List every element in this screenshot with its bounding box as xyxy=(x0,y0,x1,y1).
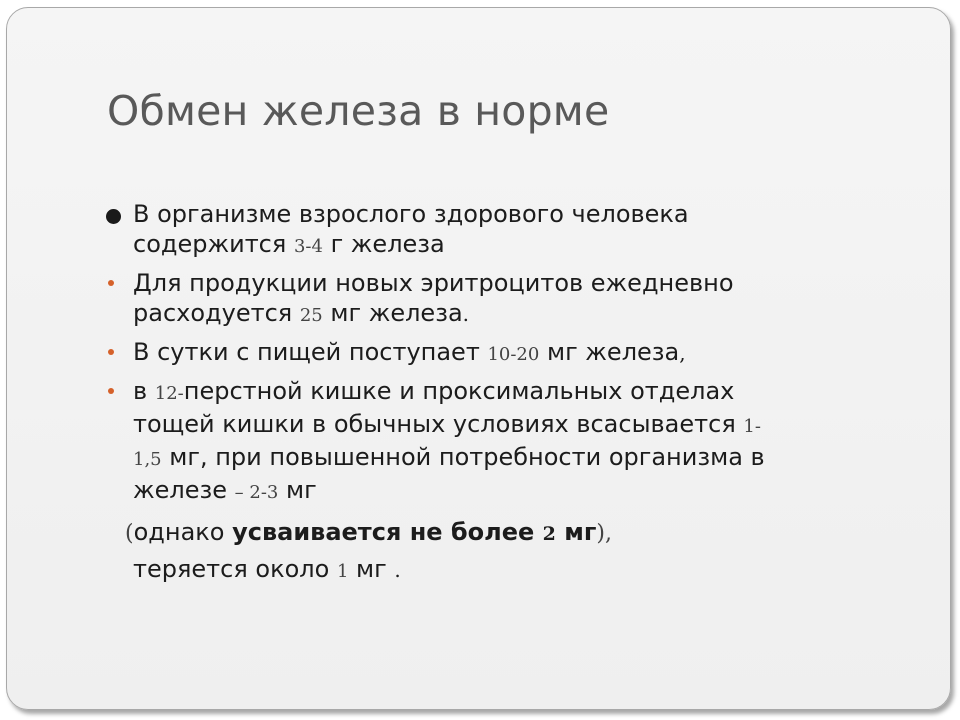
black-dot-icon xyxy=(106,209,121,224)
note-daily-loss: теряется около 1 мг . xyxy=(133,555,401,583)
bullet-item-daily-consumption: Для продукции новых эритроцитов ежедневно расходуется 25 мг железа. xyxy=(106,268,906,331)
note-absorption-limit: (однако усваивается не более 2 мг), xyxy=(125,518,613,546)
orange-dot-icon xyxy=(108,349,114,355)
slide-content xyxy=(106,199,906,508)
bullet-list xyxy=(106,199,906,508)
bullet-item-absorption: в 12-перстной кишке и проксимальных отделах тощей кишки в обычных условиях всасывается 1- 1,5 мг, при повышенной потребности организма в железе – 2-3 мг xyxy=(106,376,906,508)
bullet-item-daily-intake: В сутки с пищей поступает 10-20 мг железа, xyxy=(106,337,906,370)
bullet-item-iron-content: В организме взрослого здорового человека содержится 3-4 г железа xyxy=(106,199,906,262)
orange-dot-icon xyxy=(108,280,114,286)
slide-title: Обмен железа в норме xyxy=(107,87,610,135)
orange-dot-icon xyxy=(108,388,114,394)
